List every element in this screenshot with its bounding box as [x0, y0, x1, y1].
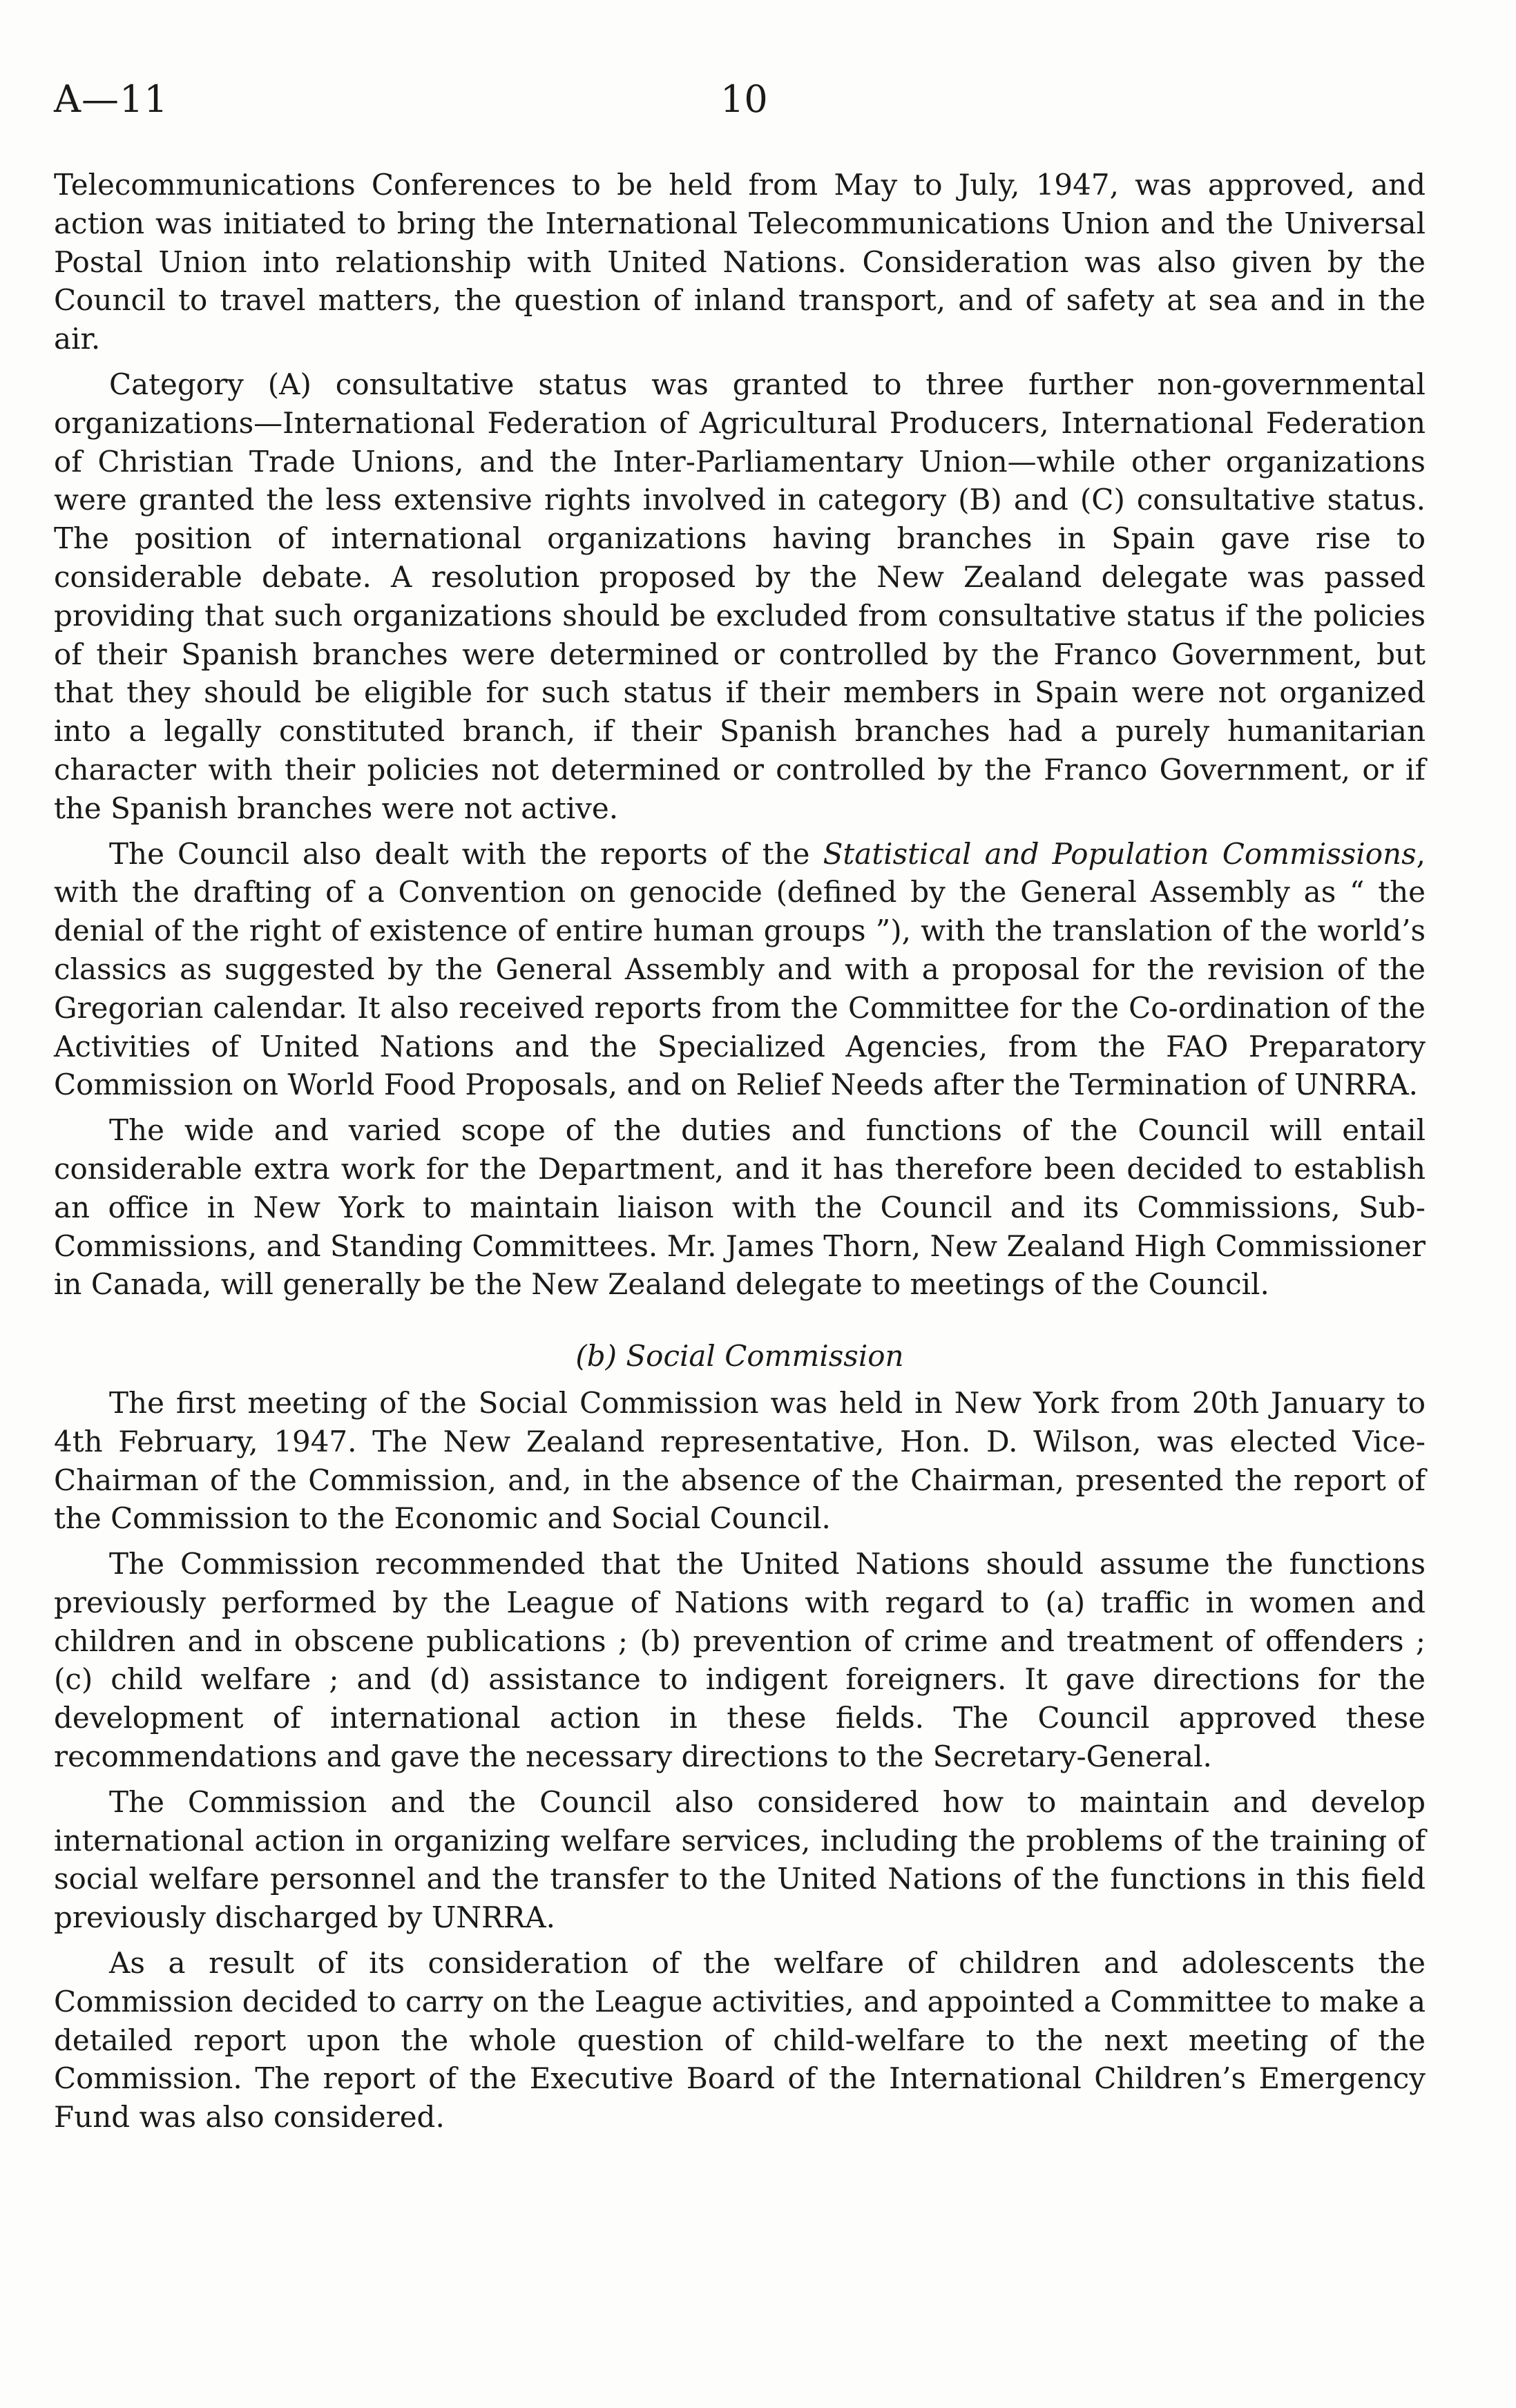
paragraph-first-meeting: The first meeting of the Social Commission was held in New York from 20th January to 4th February, 1947. The New Zealand representative, Hon. D. Wilson, was elected Vice-Chairman of the Commission, and, in the absence of the Chairman, presented the report of the Commission to the Economic and Social Council.	[54, 1385, 1426, 1536]
paragraph-continued: Telecommunications Conferences to be held from May to July, 1947, was approved, and action was initiated to bring the International Telecommunications Union and the Universal Postal Union into relationship with United Nations. Consideration was also given by the Council to travel matters, the question of inland transport, and of safety at sea and in the air.	[54, 168, 1426, 356]
document-body	[54, 166, 1426, 2144]
paragraph-text: , with the drafting of a Convention on genocide (defined by the General Assembly as “ the denial of the right of existence of entire human groups ”), with the translation of the world’s classics as suggested by the General Assembly and with a proposal for the revision of the Gregorian calendar. It also received reports from the Committee for the Co-ordination of the Activities of United Nations and the Specialized Agencies, from the FAO Preparatory Commission on World Food Proposals, and on Relief Needs after the Termination of UNRRA.	[54, 836, 1426, 1102]
paragraph-recommendations: The Commission recommended that the United Nations should assume the functions previously performed by the League of Nations with regard to (a) traffic in women and children and in obscene publications ; (b) prevention of crime and treatment of offenders ; (c) child welfare ; and (d) assistance to indigent foreigners. It gave directions for the development of international action in these fields. The Council approved these recommendations and gave the necessary directions to the Secretary-General.	[54, 1547, 1426, 1774]
paragraph-text: The Council also dealt with the reports of the	[109, 836, 823, 871]
paragraph-welfare-services: The Commission and the Council also considered how to maintain and develop international action in organizing welfare services, including the problems of the training of social welfare personnel and the transfer to the United Nations of the functions in this field previously discharged by UNRRA.	[54, 1784, 1426, 1935]
paragraph-new-york-office: The wide and varied scope of the duties and functions of the Council will entail considerable extra work for the Department, and it has therefore been decided to establish an office in New York to maintain liaison with the Council and its Commissions, Sub-Commissions, and Standing Committees. Mr. James Thorn, New Zealand High Commissioner in Canada, will generally be the New Zealand delegate to meetings of the Council.	[54, 1113, 1426, 1302]
commission-name-italic: Statistical and Population Commissions	[823, 836, 1417, 871]
paragraph-child-welfare: As a result of its consideration of the welfare of children and adolescents the Commission decided to carry on the League activities, and appointed a Committee to make a detailed report upon the whole question of child-welfare to the next meeting of the Commission. The report of the Executive Board of the International Children’s Emergency Fund was also considered.	[54, 1946, 1426, 2135]
page-header	[54, 77, 1447, 126]
document-reference: A—11	[54, 77, 169, 121]
page-number: 10	[720, 77, 768, 121]
paragraph-council-reports	[54, 835, 1426, 1105]
section-heading: (b) Social Commission	[575, 1339, 904, 1374]
paragraph-consultative-status: Category (A) consultative status was granted to three further non-governmental organizations—International Federation of Agricultural Producers, International Federation of Christian Trade Unions, and the Inter-Parliamentary Union—while other organizations were granted the less extensive rights involved in category (B) and (C) consultative status. The position of international organizations having branches in Spain gave rise to considerable debate. A resolution proposed by the New Zealand delegate was passed providing that such organizations should be excluded from consultative status if the policies of their Spanish branches were determined or controlled by the Franco Government, but that they should be eligible for such status if their members in Spain were not organized into a legally constituted branch, if their Spanish branches had a purely humanitarian character with their policies not determined or controlled by the Franco Government, or if the Spanish branches were not active.	[54, 367, 1426, 825]
